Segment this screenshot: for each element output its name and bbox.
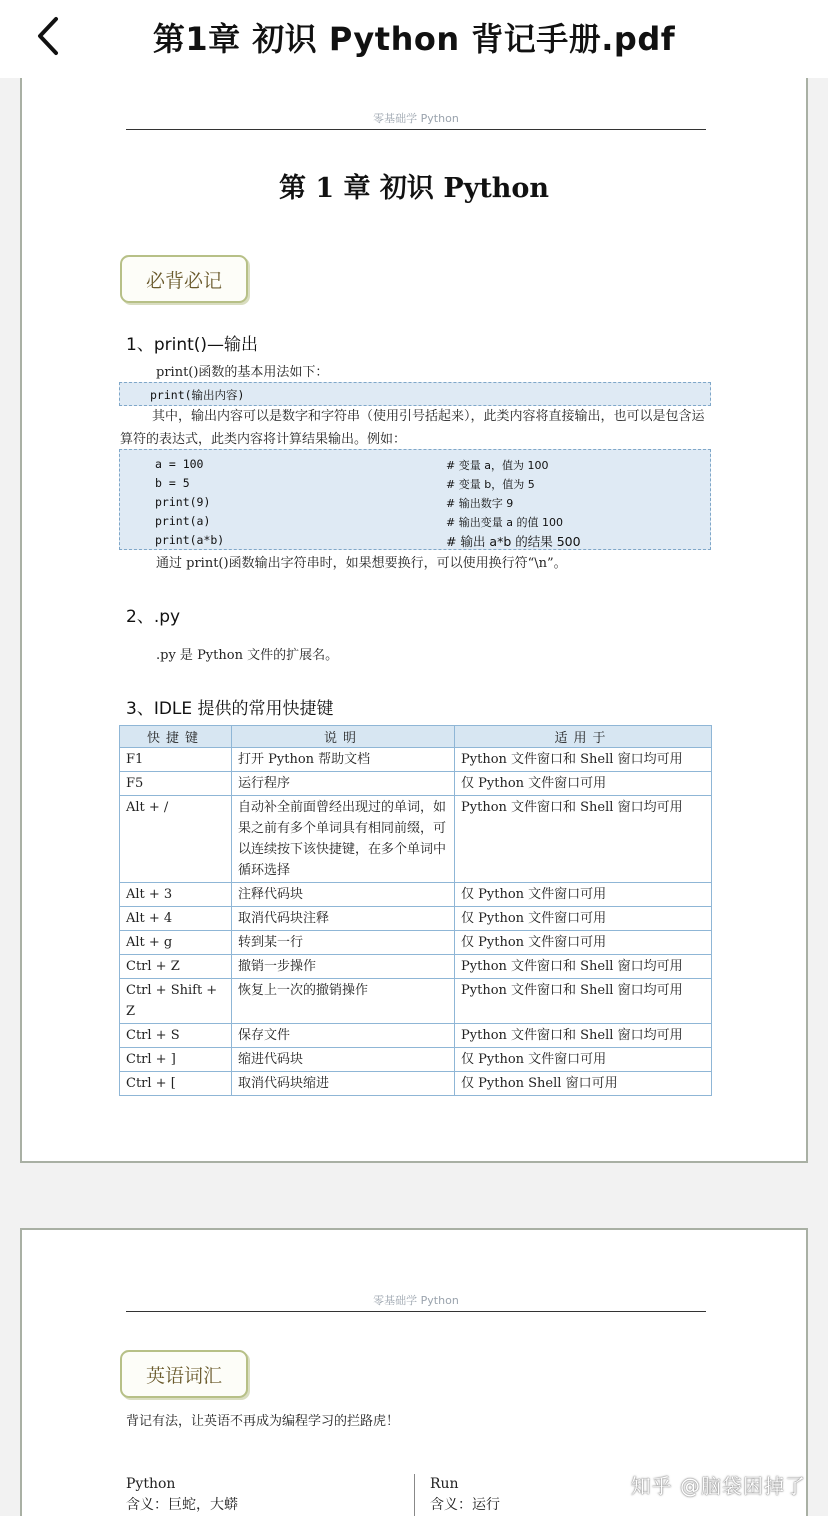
section-tag: 英语词汇 — [120, 1350, 248, 1398]
shortcut-description: 缩进代码块 — [232, 1048, 455, 1072]
shortcut-scope: 仅 Python 文件窗口可用 — [455, 907, 712, 931]
shortcut-key: Alt + 4 — [120, 907, 232, 931]
shortcut-table — [119, 725, 712, 1096]
code-line: print(a) — [155, 514, 211, 528]
table-row — [120, 796, 712, 883]
newline-note: 通过 print()函数输出字符串时，如果想要换行，可以使用换行符“\n”。 — [156, 556, 567, 571]
shortcut-scope: Python 文件窗口和 Shell 窗口均可用 — [455, 955, 712, 979]
shortcut-scope: Python 文件窗口和 Shell 窗口均可用 — [455, 748, 712, 772]
shortcut-scope: 仅 Python Shell 窗口可用 — [455, 1072, 712, 1096]
shortcut-description: 撤销一步操作 — [232, 955, 455, 979]
section-heading-print: 1、print()—输出 — [126, 335, 259, 355]
code-line: a = 100 — [155, 457, 204, 471]
shortcut-key: Alt + 3 — [120, 883, 232, 907]
shortcut-scope: 仅 Python 文件窗口可用 — [455, 1048, 712, 1072]
vocab-intro: 背记有法，让英语不再成为编程学习的拦路虎！ — [126, 1414, 400, 1429]
table-row — [120, 883, 712, 907]
shortcut-key: Ctrl + S — [120, 1024, 232, 1048]
section-heading-shortcuts: 3、IDLE 提供的常用快捷键 — [126, 699, 334, 719]
shortcut-key: F1 — [120, 748, 232, 772]
shortcut-key: Ctrl + ] — [120, 1048, 232, 1072]
chapter-title: 第 1 章 初识 Python — [278, 173, 550, 204]
shortcut-description: 取消代码块注释 — [232, 907, 455, 931]
shortcut-description: 恢复上一次的撤销操作 — [232, 979, 455, 1024]
shortcut-scope: 仅 Python 文件窗口可用 — [455, 883, 712, 907]
shortcut-key: F5 — [120, 772, 232, 796]
code-comment: # 输出数字 9 — [446, 497, 514, 510]
shortcut-key: Ctrl + [ — [120, 1072, 232, 1096]
pdf-page-1 — [20, 78, 808, 1163]
shortcut-scope: 仅 Python 文件窗口可用 — [455, 772, 712, 796]
column-header: 说明 — [232, 726, 455, 748]
running-head: 零基础学 Python — [126, 1292, 706, 1312]
top-bar — [0, 0, 828, 78]
code-comment: # 变量 b，值为 5 — [446, 478, 535, 491]
column-divider — [414, 1474, 415, 1516]
py-extension-text: .py 是 Python 文件的扩展名。 — [156, 648, 339, 663]
shortcut-key: Ctrl + Shift + Z — [120, 979, 232, 1024]
vocab-entry — [126, 1474, 238, 1516]
table-row — [120, 1024, 712, 1048]
table-row — [120, 931, 712, 955]
shortcut-description: 保存文件 — [232, 1024, 455, 1048]
vocab-word: Python — [126, 1476, 176, 1492]
code-line: b = 5 — [155, 476, 190, 490]
table-row — [120, 748, 712, 772]
code-example-box — [119, 449, 711, 550]
table-row — [120, 1072, 712, 1096]
vocab-entry — [430, 1474, 500, 1516]
table-row — [120, 955, 712, 979]
code-comment: # 变量 a，值为 100 — [446, 459, 549, 472]
shortcut-key: Alt + g — [120, 931, 232, 955]
code-comment: # 输出 a*b 的结果 500 — [446, 534, 581, 549]
pdf-viewer[interactable] — [0, 78, 828, 1516]
shortcut-description: 运行程序 — [232, 772, 455, 796]
syntax-code: print(输出内容) — [150, 388, 245, 402]
table-header-row — [120, 726, 712, 748]
shortcut-description: 取消代码块缩进 — [232, 1072, 455, 1096]
document-title: 第1章 初识 Python 背记手册.pdf — [152, 20, 676, 58]
section-tag: 必背必记 — [120, 255, 248, 303]
chevron-left-icon — [30, 14, 70, 58]
vocab-word: Run — [430, 1476, 459, 1492]
shortcut-scope: Python 文件窗口和 Shell 窗口均可用 — [455, 1024, 712, 1048]
shortcut-description: 打开 Python 帮助文档 — [232, 748, 455, 772]
code-comment: # 输出变量 a 的值 100 — [446, 516, 563, 529]
code-line: print(a*b) — [155, 533, 225, 547]
column-header: 适用于 — [455, 726, 712, 748]
running-head: 零基础学 Python — [126, 110, 706, 130]
shortcut-scope: 仅 Python 文件窗口可用 — [455, 931, 712, 955]
table-row — [120, 772, 712, 796]
vocab-meaning: 含义：运行 — [430, 1497, 500, 1513]
shortcut-scope: Python 文件窗口和 Shell 窗口均可用 — [455, 796, 712, 883]
section-heading-py: 2、.py — [126, 607, 181, 627]
shortcut-scope: Python 文件窗口和 Shell 窗口均可用 — [455, 979, 712, 1024]
syntax-box — [119, 382, 711, 406]
table-row — [120, 1048, 712, 1072]
shortcut-description: 自动补全前面曾经出现过的单词，如果之前有多个单词具有相同前缀，可以连续按下该快捷键，在多个单词中循环选择 — [232, 796, 455, 883]
code-line: print(9) — [155, 495, 211, 509]
print-explanation: 其中，输出内容可以是数字和字符串（使用引号括起来），此类内容将直接输出，也可以是包含运算符的表达式，此类内容将计算结果输出。例如： — [120, 409, 705, 447]
shortcut-description: 转到某一行 — [232, 931, 455, 955]
shortcut-key: Ctrl + Z — [120, 955, 232, 979]
column-header: 快捷键 — [120, 726, 232, 748]
vocab-meaning: 含义：巨蛇，大蟒 — [126, 1497, 238, 1513]
shortcut-key: Alt + / — [120, 796, 232, 883]
table-row — [120, 979, 712, 1024]
shortcut-description: 注释代码块 — [232, 883, 455, 907]
print-intro: print()函数的基本用法如下： — [156, 365, 329, 380]
back-button[interactable] — [30, 14, 70, 58]
watermark: 知乎 @脑袋困掉了 — [630, 1474, 806, 1498]
table-row — [120, 907, 712, 931]
